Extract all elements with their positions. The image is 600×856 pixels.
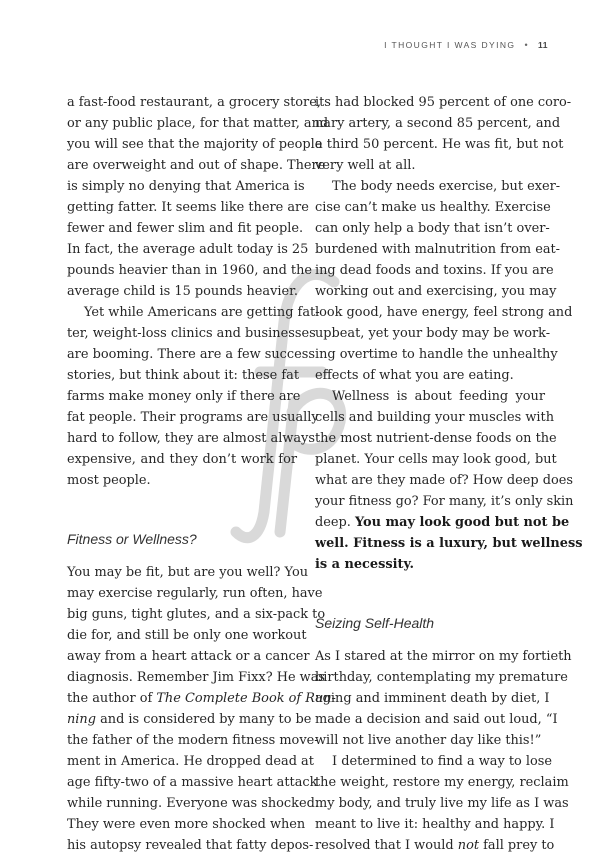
text-line: the weight, restore my energy, reclaim bbox=[315, 775, 569, 790]
text-line: meant to live it: healthy and happy. I bbox=[315, 817, 555, 832]
paragraph bbox=[315, 386, 583, 575]
text-line: ter, weight-loss clinics and businesses bbox=[67, 326, 316, 341]
text-line: can only help a body that isn’t over- bbox=[315, 221, 550, 236]
paragraph bbox=[315, 92, 572, 176]
text-line: You may be fit, but are you well? You bbox=[67, 565, 309, 580]
text-line: getting fatter. It seems like there are bbox=[67, 200, 309, 215]
text-line: fat people. Their programs are usually bbox=[67, 410, 319, 425]
paragraph bbox=[67, 302, 320, 491]
text-line: hard to follow, they are almost always bbox=[67, 431, 315, 446]
text-line: working out and exercising, you may bbox=[315, 284, 557, 299]
running-head bbox=[384, 40, 548, 50]
text-line: away from a heart attack or a cancer bbox=[67, 649, 310, 664]
text-line: cise can’t make us healthy. Exercise bbox=[315, 200, 551, 215]
text-line bbox=[67, 688, 336, 709]
page-number: 11 bbox=[538, 40, 548, 50]
text-line: the father of the modern fitness move- bbox=[67, 733, 319, 748]
text-line: may exercise regularly, run often, have bbox=[67, 586, 323, 601]
text-line: age fifty-two of a massive heart attack bbox=[67, 775, 318, 790]
text-line: while running. Everyone was shocked. bbox=[67, 796, 319, 811]
text-line: nary artery, a second 85 percent, and bbox=[315, 116, 561, 131]
text-span: resolved that I would bbox=[315, 838, 458, 853]
text-line: made a decision and said out loud, “I bbox=[315, 712, 558, 727]
text-line: planet. Your cells may look good, but bbox=[315, 452, 557, 467]
text-line bbox=[315, 554, 545, 575]
text-line: upbeat, yet your body may be work- bbox=[315, 326, 551, 341]
section-heading: Fitness or Wellness? bbox=[67, 531, 197, 547]
paragraph bbox=[315, 176, 573, 386]
text-line: diagnosis. Remember Jim Fixx? He was bbox=[67, 670, 326, 685]
text-span: and is considered by many to be bbox=[95, 712, 312, 727]
paragraph bbox=[67, 92, 329, 302]
text-line: I determined to find a way to lose bbox=[332, 754, 553, 769]
text-line: Wellness is about feeding your bbox=[332, 389, 545, 404]
text-line: The body needs exercise, but exer- bbox=[332, 179, 561, 194]
text-line: are booming. There are a few success bbox=[67, 347, 315, 362]
text-line bbox=[315, 835, 555, 856]
paragraph bbox=[315, 646, 572, 751]
text-line bbox=[315, 512, 570, 533]
italic-text: not bbox=[457, 838, 480, 853]
text-line: his autopsy revealed that fatty depos- bbox=[67, 838, 314, 853]
chapter-title: I THOUGHT I WAS DYING bbox=[384, 40, 516, 50]
text-line: what are they made of? How deep does bbox=[315, 473, 574, 488]
text-line: your fitness go? For many, it’s only skin bbox=[315, 494, 574, 509]
text-line: In fact, the average adult today is 25 bbox=[67, 242, 309, 257]
text-line: my body, and truly live my life as I was bbox=[315, 796, 569, 811]
paragraph bbox=[67, 562, 336, 856]
book-title: The Complete Book of Run- bbox=[156, 691, 336, 706]
text-line: will not live another day like this!” bbox=[315, 733, 542, 748]
text-line: big guns, tight glutes, and a six-pack to bbox=[67, 607, 326, 622]
text-line: effects of what you are eating. bbox=[315, 368, 514, 383]
text-line: They were even more shocked when bbox=[67, 817, 306, 832]
text-line: pounds heavier than in 1960, and the bbox=[67, 263, 313, 278]
text-line: look good, have energy, feel strong and bbox=[315, 305, 573, 320]
bold-text: is a necessity. bbox=[315, 557, 414, 572]
text-line: the most nutrient-dense foods on the bbox=[315, 431, 557, 446]
text-line: you will see that the majority of people bbox=[67, 137, 323, 152]
bold-text: You may look good but not be bbox=[354, 515, 570, 530]
right-column bbox=[315, 92, 583, 856]
bold-text: well. Fitness is a luxury, but wellness bbox=[315, 536, 583, 551]
text-line: aging and imminent death by diet, I bbox=[315, 691, 550, 706]
text-line: ing dead foods and toxins. If you are bbox=[315, 263, 554, 278]
book-title: ning bbox=[67, 712, 96, 727]
text-line: very well at all. bbox=[315, 158, 416, 173]
text-line: birthday, contemplating my premature bbox=[315, 670, 568, 685]
text-line: fewer and fewer slim and fit people. bbox=[67, 221, 304, 236]
text-line: a third 50 percent. He was fit, but not bbox=[315, 137, 564, 152]
text-line bbox=[315, 533, 583, 554]
text-line: die for, and still be only one workout bbox=[67, 628, 307, 643]
text-line: average child is 15 pounds heavier. bbox=[67, 284, 298, 299]
text-line: stories, but think about it: these fat bbox=[67, 368, 300, 383]
text-line: ing overtime to handle the unhealthy bbox=[315, 347, 558, 362]
section-heading: Seizing Self-Health bbox=[315, 615, 435, 631]
text-span: the author of bbox=[67, 691, 157, 706]
paragraph bbox=[315, 751, 569, 856]
text-line: cells and building your muscles with bbox=[315, 410, 555, 425]
text-span: fall prey to bbox=[479, 838, 555, 853]
text-line: most people. bbox=[67, 473, 151, 488]
text-line: As I stared at the mirror on my fortieth bbox=[315, 649, 572, 664]
text-line: or any public place, for that matter, and bbox=[67, 116, 329, 131]
text-line: is simply no denying that America is bbox=[67, 179, 305, 194]
text-line: ment in America. He dropped dead at bbox=[67, 754, 314, 769]
header-separator: • bbox=[524, 40, 529, 50]
text-line: its had blocked 95 percent of one coro- bbox=[315, 95, 572, 110]
text-line bbox=[67, 709, 312, 730]
text-line: expensive, and they don’t work for bbox=[67, 452, 297, 467]
text-line: a fast-food restaurant, a grocery store, bbox=[67, 95, 321, 110]
text-line: farms make money only if there are bbox=[67, 389, 301, 404]
text-line: Yet while Americans are getting fat- bbox=[84, 305, 320, 320]
text-line: burdened with malnutrition from eat- bbox=[315, 242, 561, 257]
text-line: are overweight and out of shape. There bbox=[67, 158, 326, 173]
text-span: deep. bbox=[315, 515, 355, 530]
